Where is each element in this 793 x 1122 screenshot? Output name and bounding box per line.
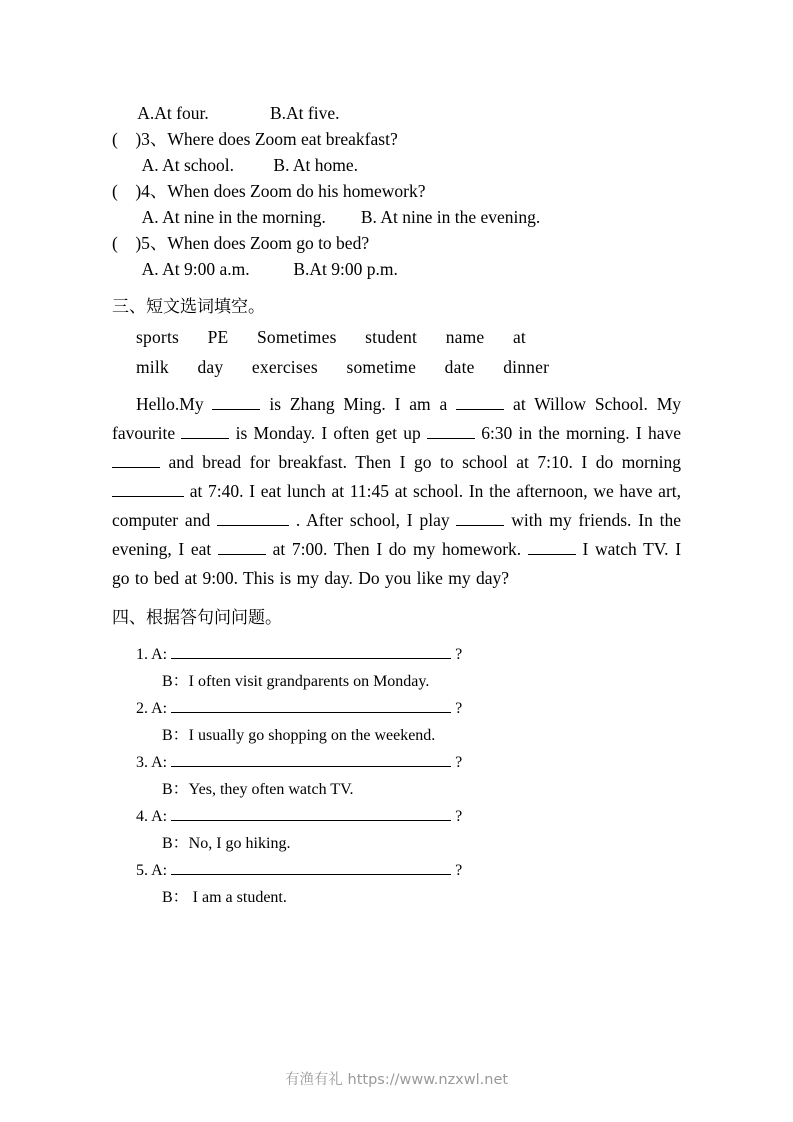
word-bank-item: sometime xyxy=(346,357,417,377)
passage-part: at 7:00. Then I do my homework. xyxy=(272,539,522,559)
listening-q2-options: A.At four. B.At five. xyxy=(112,103,340,123)
qa-answer-3: B：Yes, they often watch TV. xyxy=(162,781,354,798)
listening-q3: ( )3、Where does Zoom eat breakfast? xyxy=(112,129,398,149)
qa-question-row xyxy=(112,749,681,776)
qa-question-row xyxy=(112,695,681,722)
word-bank-item: dinner xyxy=(503,357,550,377)
qa-answer-4: B：No, I go hiking. xyxy=(162,835,291,852)
cloze-blank-8[interactable] xyxy=(456,511,504,526)
word-bank-row-2 xyxy=(112,352,681,382)
passage-part: with my friends. In the evening, I eat xyxy=(112,510,682,559)
cloze-blank-10[interactable] xyxy=(528,540,576,555)
listening-q3-options: A. At school. B. At home. xyxy=(112,155,358,175)
qa-question-label: 2. A: xyxy=(136,700,168,717)
word-bank-item: PE xyxy=(207,327,229,347)
qa-question-mark: ? xyxy=(455,700,463,717)
word-bank-item: date xyxy=(444,357,475,377)
qa-question-row xyxy=(112,803,681,830)
passage-part: . After school, I play xyxy=(295,510,450,530)
qa-question-mark: ? xyxy=(455,646,463,663)
qa-answer-blank-1[interactable] xyxy=(171,644,451,659)
passage-part: Hello.My xyxy=(136,394,204,414)
qa-question-mark: ? xyxy=(455,862,463,879)
word-bank-item: name xyxy=(445,327,485,347)
word-bank-row-1 xyxy=(112,322,681,352)
word-bank-item: day xyxy=(197,357,224,377)
passage-part: is Monday. I often get up xyxy=(235,423,421,443)
qa-answer-blank-5[interactable] xyxy=(171,860,451,875)
qa-answer-1: B：I often visit grandparents on Monday. xyxy=(162,673,430,690)
cloze-blank-1[interactable] xyxy=(212,395,260,410)
qa-question-label: 3. A: xyxy=(136,754,168,771)
qa-answer-blank-3[interactable] xyxy=(171,752,451,767)
footer-watermark: 有渔有礼 https://www.nzxwl.net xyxy=(284,1072,509,1088)
qa-answer-5: B： I am a student. xyxy=(162,889,287,906)
qa-question-mark: ? xyxy=(455,754,463,771)
qa-answer-blank-4[interactable] xyxy=(171,806,451,821)
listening-q5-options: A. At 9:00 a.m. B.At 9:00 p.m. xyxy=(112,259,398,279)
qa-question-mark: ? xyxy=(455,808,463,825)
qa-question-label: 5. A: xyxy=(136,862,168,879)
cloze-blank-4[interactable] xyxy=(427,424,475,439)
qa-list xyxy=(112,641,681,911)
listening-q5: ( )5、When does Zoom go to bed? xyxy=(112,233,370,253)
cloze-blank-6[interactable] xyxy=(112,482,184,497)
word-bank-item: at xyxy=(512,327,526,347)
section-four-heading: 四、根据答句问问题。 xyxy=(112,608,282,628)
section-three-heading: 三、短文选词填空。 xyxy=(112,297,265,317)
word-bank-item: student xyxy=(365,327,418,347)
word-bank-item: exercises xyxy=(251,357,318,377)
qa-question-row xyxy=(112,857,681,884)
passage-part: at Willow School. My favourite xyxy=(112,394,682,443)
cloze-blank-2[interactable] xyxy=(456,395,504,410)
word-bank-item: Sometimes xyxy=(257,327,337,347)
cloze-blank-5[interactable] xyxy=(112,453,160,468)
listening-q4: ( )4、When does Zoom do his homework? xyxy=(112,181,426,201)
qa-question-label: 1. A: xyxy=(136,646,168,663)
qa-question-row xyxy=(112,641,681,668)
listening-q4-options: A. At nine in the morning. B. At nine in the evening. xyxy=(112,207,541,227)
passage-part: 6:30 in the morning. I have xyxy=(481,423,681,443)
passage-part: is Zhang Ming. I am a xyxy=(269,394,448,414)
cloze-blank-3[interactable] xyxy=(181,424,229,439)
cloze-passage xyxy=(112,390,681,593)
qa-answer-blank-2[interactable] xyxy=(171,698,451,713)
cloze-blank-7[interactable] xyxy=(217,511,289,526)
passage-part: at 7:40. I eat lunch at 11:45 at school. In the afternoon, we have art, computer and xyxy=(112,481,682,530)
qa-question-label: 4. A: xyxy=(136,808,168,825)
cloze-blank-9[interactable] xyxy=(218,540,266,555)
word-bank-item: sports xyxy=(136,327,180,347)
qa-answer-2: B：I usually go shopping on the weekend. xyxy=(162,727,436,744)
word-bank-item: milk xyxy=(136,357,169,377)
passage-part: I watch TV. I go to bed at 9:00. This is my day. Do you like my day? xyxy=(112,539,682,588)
passage-part: and bread for breakfast. Then I go to school at 7:10. I do morning xyxy=(168,452,681,472)
